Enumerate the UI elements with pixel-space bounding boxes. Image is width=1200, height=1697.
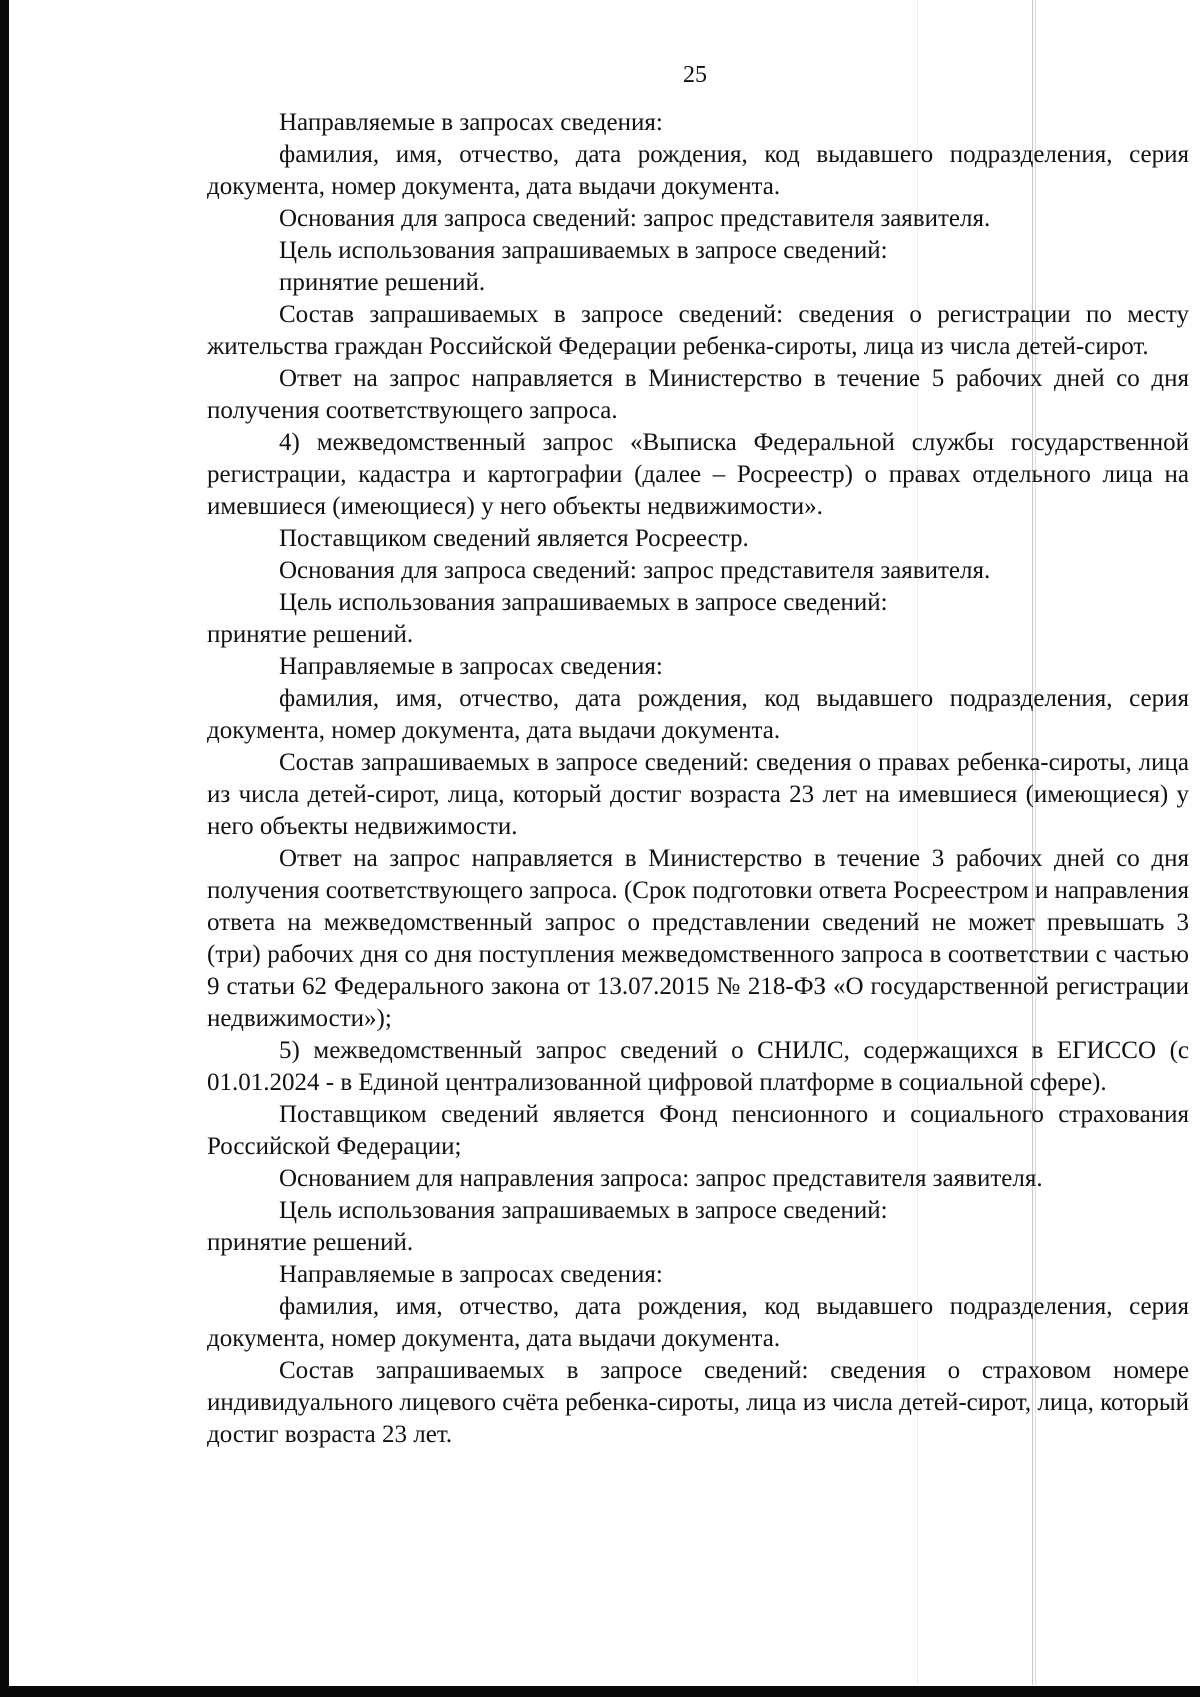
page-number: 25 [683, 62, 707, 88]
paragraph: Основания для запроса сведений: запрос представителя заявителя. [279, 557, 991, 584]
paragraph: Поставщиком сведений является Росреестр. [279, 525, 749, 552]
paragraph: принятие решений. [207, 621, 414, 648]
paragraph: принятие решений. [207, 1229, 414, 1256]
paragraph: фамилия, имя, отчество, дата рождения, код выдавшего подразделения, серия документа, номер документа, дата выдачи документа. [207, 685, 1189, 744]
paragraph: Ответ на запрос направляется в Министерство в течение 3 рабочих дней со дня получения соответствующего запроса. (Срок подготовки ответа Росреестром и направления ответа на межведомственный запрос о представлении сведений не может превышать 3 (три) рабочих дня со дня поступления межведомственного запроса в соответствии с частью 9 статьи 62 Федерального закона от 13.07.2015 № 218-ФЗ «О государственной регистрации недвижимости»); [207, 845, 1189, 1032]
scan-border-left [0, 0, 9, 1697]
paragraph: Направляемые в запросах сведения: [279, 1261, 663, 1288]
paragraph: Основания для запроса сведений: запрос представителя заявителя. [279, 205, 991, 232]
paragraph: Цель использования запрашиваемых в запросе сведений: [279, 1197, 888, 1224]
paragraph: 4) межведомственный запрос «Выписка Федеральной службы государственной регистрации, кадастра и картографии (далее – Росреестр) о правах отдельного лица на имевшиеся (имеющиеся) у него объекты недвижимости». [207, 429, 1189, 520]
scan-border-bottom [0, 1686, 1200, 1697]
paragraph: фамилия, имя, отчество, дата рождения, код выдавшего подразделения, серия документа, номер документа, дата выдачи документа. [207, 141, 1189, 200]
document-body [207, 107, 1189, 1451]
paragraph: Цель использования запрашиваемых в запросе сведений: [279, 237, 888, 264]
paragraph: фамилия, имя, отчество, дата рождения, код выдавшего подразделения, серия документа, номер документа, дата выдачи документа. [207, 1293, 1189, 1352]
paragraph: Цель использования запрашиваемых в запросе сведений: [279, 589, 888, 616]
paragraph: Состав запрашиваемых в запросе сведений: сведения о регистрации по месту жительства граждан Российской Федерации ребенка-сироты, лица из числа детей-сирот. [207, 301, 1189, 360]
paragraph: Состав запрашиваемых в запросе сведений: сведения о правах ребенка-сироты, лица из числа детей-сирот, лица, который достиг возраста 23 лет на имевшиеся (имеющиеся) у него объекты недвижимости. [207, 749, 1189, 840]
paragraph: Ответ на запрос направляется в Министерство в течение 5 рабочих дней со дня получения соответствующего запроса. [207, 365, 1189, 424]
paragraph: Направляемые в запросах сведения: [279, 653, 663, 680]
paragraph: 5) межведомственный запрос сведений о СНИЛС, содержащихся в ЕГИССО (с 01.01.2024 - в Единой централизованной цифровой платформе в социальной сфере). [207, 1037, 1189, 1096]
paragraph: Поставщиком сведений является Фонд пенсионного и социального страхования Российской Федерации; [207, 1101, 1189, 1160]
paragraph: Основанием для направления запроса: запрос представителя заявителя. [279, 1165, 1043, 1192]
paragraph: Направляемые в запросах сведения: [279, 109, 663, 136]
paragraph: принятие решений. [279, 269, 486, 296]
paragraph: Состав запрашиваемых в запросе сведений: сведения о страховом номере индивидуального лицевого счёта ребенка-сироты, лица из числа детей-сирот, лица, который достиг возраста 23 лет. [207, 1357, 1189, 1448]
